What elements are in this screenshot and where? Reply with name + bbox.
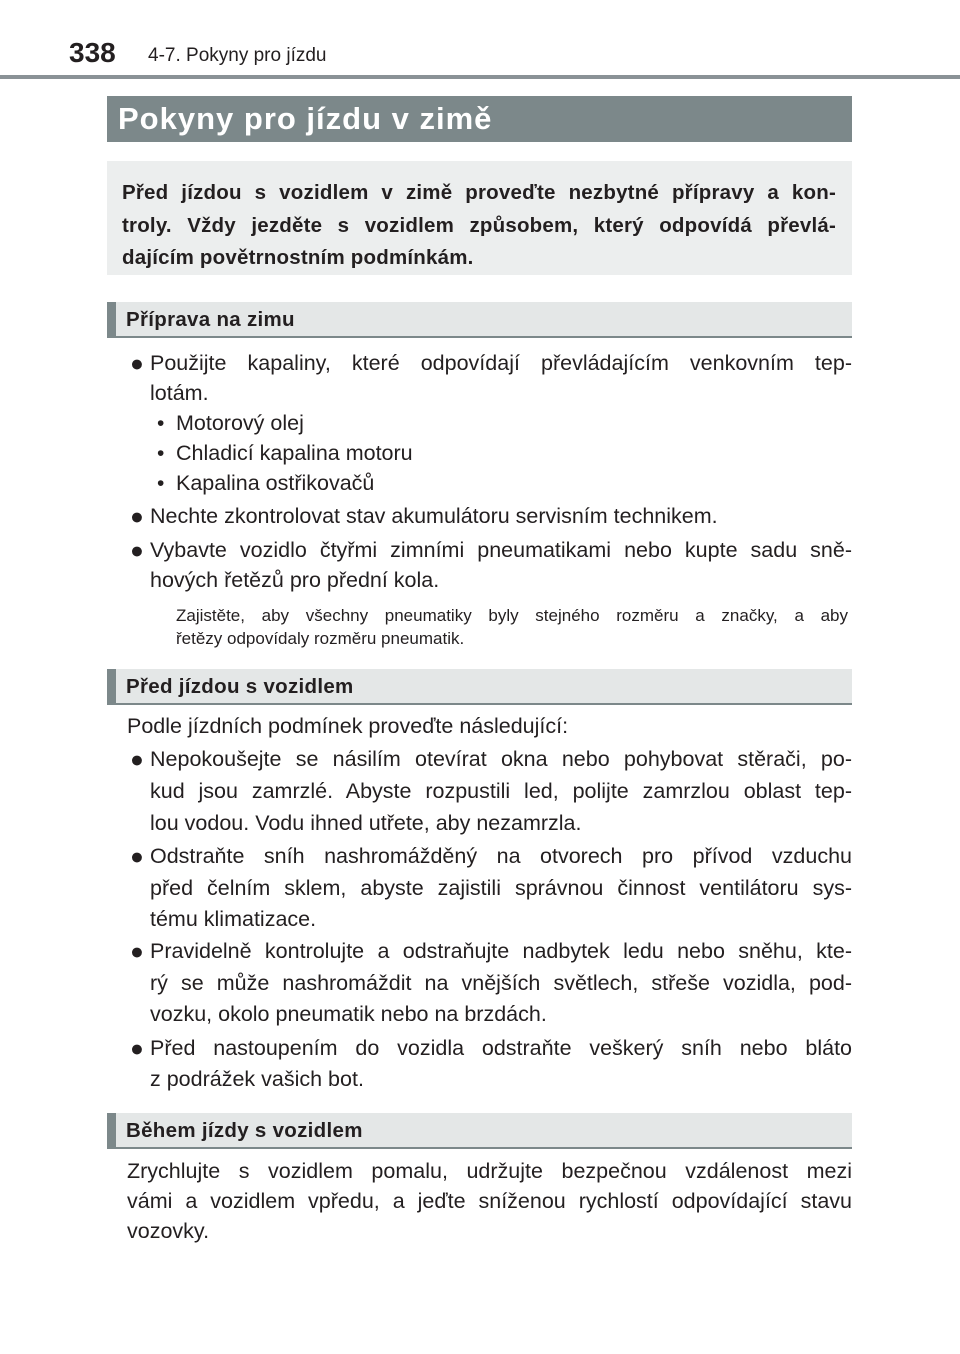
paragraph-line: vámi a vozidlem vpředu, a jeďte sníženou rychlostí odpovídající stavu: [127, 1189, 852, 1213]
list-item-text: Použijte kapaliny, které odpovídají převládajícím venkovním tep-: [150, 351, 852, 375]
page-number: 338: [69, 37, 116, 68]
bullet-icon: ●: [130, 503, 144, 529]
intro-line: troly. Vždy jezděte s vozidlem způsobem, který odpovídá převlá-: [122, 213, 836, 237]
subbullet-icon: •: [157, 412, 165, 435]
section-accent: [107, 1113, 116, 1147]
bullet-icon: ●: [130, 1035, 144, 1061]
paragraph-line: Zrychlujte s vozidlem pomalu, udržujte bezpečnou vzdálenost mezi: [127, 1159, 852, 1183]
section-heading-before-driving: [107, 669, 852, 705]
subbullet-icon: •: [157, 442, 165, 465]
header-divider: [0, 75, 960, 79]
section-accent: [107, 669, 116, 703]
subbullet-icon: •: [157, 472, 165, 495]
list-item-text: lou vodou. Vodu ihned utřete, aby nezamrzla.: [150, 811, 582, 835]
note-text: Zajistěte, aby všechny pneumatiky byly stejného rozměru a značky, a aby: [176, 606, 848, 625]
bullet-icon: ●: [130, 350, 144, 376]
list-item-text: Odstraňte sníh nashromážděný na otvorech pro přívod vzduchu: [150, 844, 852, 868]
list-item-text: hových řetězů pro přední kola.: [150, 568, 440, 592]
list-item-text: Nechte zkontrolovat stav akumulátoru servisním technikem.: [150, 504, 718, 528]
list-item-text: rý se může nashromáždit na vnějších světlech, střeše vozidla, pod-: [150, 971, 852, 995]
intro-line: Před jízdou s vozidlem v zimě proveďte nezbytné přípravy a kon-: [122, 181, 836, 204]
list-item-text: tému klimatizace.: [150, 907, 317, 931]
list-item-text: z podrážek vašich bot.: [150, 1067, 364, 1091]
list-item-text: před čelním sklem, abyste zajistili správnou činnost ventilátoru sys-: [150, 876, 852, 900]
list-item-text: Před nastoupením do vozidla odstraňte veškerý sníh nebo bláto: [150, 1036, 852, 1060]
list-item-text: lotám.: [150, 381, 209, 405]
sub-list-item: Chladicí kapalina motoru: [176, 441, 413, 465]
sub-list-item: Motorový olej: [176, 411, 304, 435]
paragraph-line: vozovky.: [127, 1219, 210, 1243]
page-title: Pokyny pro jízdu v zimě: [107, 96, 852, 142]
intro-line: dajícím povětrnostním podmínkám.: [122, 246, 474, 269]
section-accent: [107, 302, 116, 336]
list-item-text: Vybavte vozidlo čtyřmi zimními pneumatikami nebo kupte sadu sně-: [150, 538, 852, 562]
section-heading-label: Během jízdy s vozidlem: [126, 1119, 363, 1142]
section-heading-winter-prep: [107, 302, 852, 338]
sub-list-item: Kapalina ostřikovačů: [176, 471, 375, 495]
note-text: řetězy odpovídaly rozměru pneumatik.: [176, 629, 465, 648]
section-heading-while-driving: [107, 1113, 852, 1149]
list-item-text: vozku, okolo pneumatik nebo na brzdách.: [150, 1002, 547, 1026]
section-heading-label: Příprava na zimu: [126, 308, 295, 331]
chapter-title: 4-7. Pokyny pro jízdu: [148, 45, 327, 66]
intro-box: [107, 161, 852, 275]
section-intro-text: Podle jízdních podmínek proveďte následující:: [127, 714, 569, 738]
bullet-icon: ●: [130, 938, 144, 964]
bullet-icon: ●: [130, 537, 144, 563]
bullet-icon: ●: [130, 746, 144, 772]
bullet-icon: ●: [130, 843, 144, 869]
list-item-text: Pravidelně kontrolujte a odstraňujte nadbytek ledu nebo sněhu, kte-: [150, 939, 852, 963]
list-item-text: kud jsou zamrzlé. Abyste rozpustili led, polijte zamrzlou oblast tep-: [150, 779, 852, 803]
section-heading-label: Před jízdou s vozidlem: [126, 675, 354, 698]
list-item-text: Nepokoušejte se násilím otevírat okna nebo pohybovat stěrači, po-: [150, 747, 852, 771]
